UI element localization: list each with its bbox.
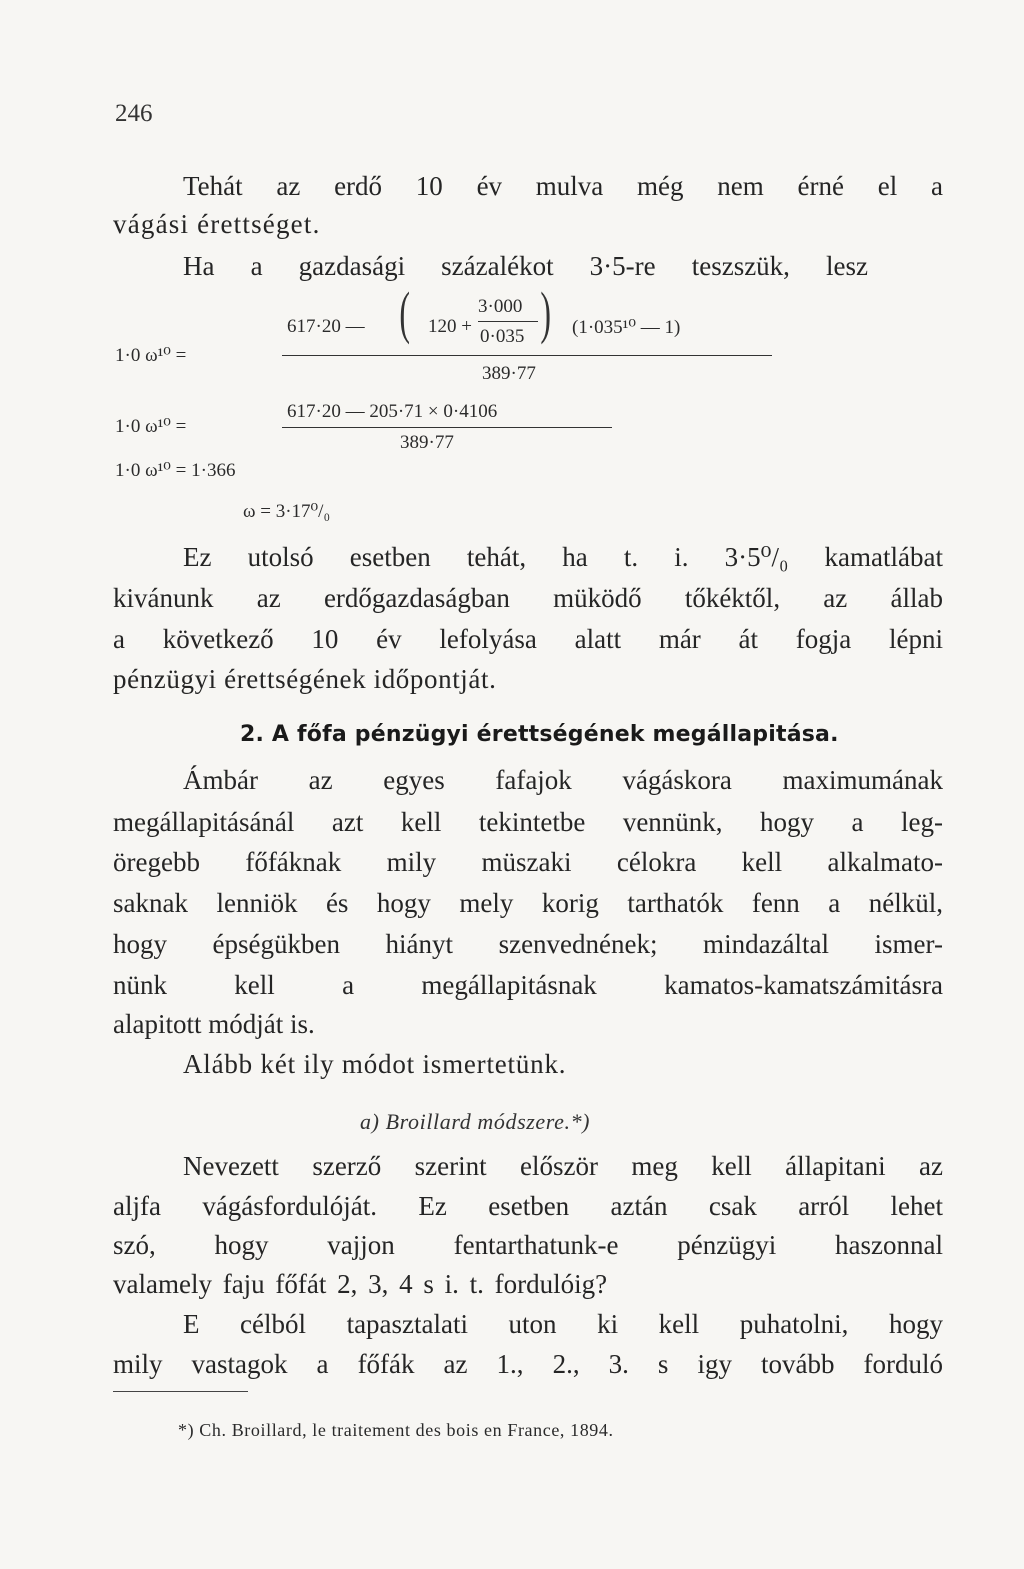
text-line: pénzügyi érettségének időpontját. [113,664,497,694]
section-heading: 2. A főfa pénzügyi érettségének megállapitása. [240,722,839,747]
formula-lhs: 1·0 ω¹⁰ = [115,345,187,366]
footnote-divider [113,1391,248,1392]
formula-line: ω = 3·17⁰/₀ [243,501,331,522]
text-line: a következő 10 év lefolyása alatt már át fogja lépni [113,624,943,654]
text-line: szó, hogy vajjon fentarthatunk-e pénzügyi haszonnal [113,1230,943,1260]
fraction-bar [282,427,612,428]
text-line: hogy épségükben hiányt szenvednének; mindazáltal ismer- [113,929,943,959]
text-line: Nevezett szerző szerint először meg kell állapitani az [183,1151,943,1181]
left-paren: ( [399,280,410,345]
formula-denominator: 389·77 [400,432,454,453]
text-line: kivánunk az erdőgazdaságban müködő tőkéktől, az állab [113,583,943,613]
text-line: saknak lenniök és hogy mely korig tarthatók fenn a nélkül, [113,888,943,918]
text-line: Ha a gazdasági százalékot 3·5-re teszszük, lesz [183,251,868,281]
text-line: Ez utolsó esetben tehát, ha t. i. 3·5⁰/₀ kamatlábat [183,542,943,572]
formula-numerator: 617·20 — 205·71 × 0·4106 [287,401,498,422]
formula-denominator: 389·77 [482,363,536,384]
formula-inner-numerator: 3·000 [478,296,523,317]
subheading: a) Broillard módszere.*) [360,1109,591,1134]
text-line: megállapitásánál azt kell tekintetbe vennünk, hogy a leg- [113,807,943,837]
text-line: valamely faju főfát 2, 3, 4 s i. t. fordulóig? [113,1269,608,1299]
formula-lhs: 1·0 ω¹⁰ = [115,416,187,437]
inner-fraction-bar [478,321,538,322]
text-line: aljfa vágásfordulóját. Ez esetben aztán csak arról lehet [113,1191,943,1221]
text-line: mily vastagok a főfák az 1., 2., 3. s igy tovább forduló [113,1349,943,1379]
right-paren: ) [540,280,551,345]
text-line: vágási érettséget. [113,209,321,239]
text-line: Ámbár az egyes fafajok vágáskora maximumának [183,765,943,795]
text-line: Alább két ily módot ismertetünk. [183,1049,567,1079]
text-line: nünk kell a megállapitásnak kamatos-kamatszámitásra [113,970,943,1000]
text-line: Tehát az erdő 10 év mulva még nem érné el a [183,171,943,201]
footnote: *) Ch. Broillard, le traitement des bois en France, 1894. [178,1420,614,1440]
fraction-bar [282,355,772,356]
formula-line: 1·0 ω¹⁰ = 1·366 [115,460,236,481]
text-line: öregebb főfáknak mily müszaki célokra kell alkalmato- [113,847,943,877]
formula-numerator-part: 120 + [428,316,472,337]
formula-numerator-part: (1·035¹⁰ — 1) [572,317,681,338]
formula-inner-denominator: 0·035 [480,326,525,347]
formula-numerator-part: 617·20 — [287,316,365,337]
text-line: alapitott módját is. [113,1009,315,1039]
page-number: 246 [115,100,153,127]
text-line: E célból tapasztalati uton ki kell puhatolni, hogy [183,1309,943,1339]
